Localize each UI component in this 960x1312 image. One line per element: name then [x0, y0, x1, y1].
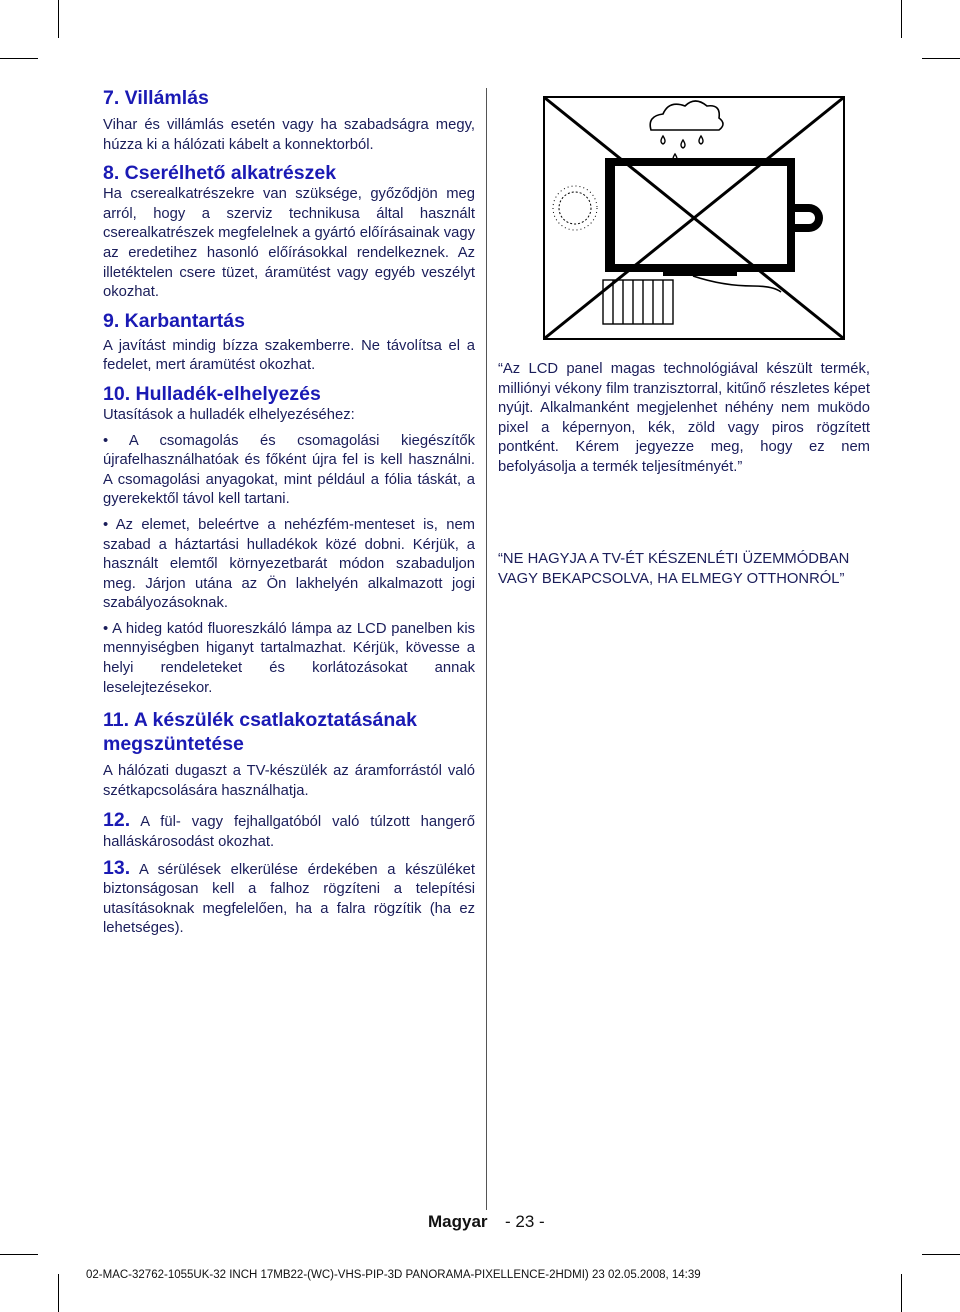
section-7-body: Vihar és villámlás esetén vagy ha szabadságra megy, húzza ki a hálózati kábelt a konnektorból. [103, 117, 475, 153]
section-10-heading: 10. Hulladék-elhelyezés [103, 382, 321, 405]
standby-warning-line-1: “NE HAGYJA A TV-ÉT KÉSZENLÉTI ÜZEMMÓDBAN [498, 551, 850, 567]
section-12-number: 12. [103, 809, 131, 832]
print-info-line [86, 1269, 722, 1281]
crop-mark [58, 1274, 59, 1312]
crop-mark [901, 1274, 902, 1312]
section-10-bullet-packaging: • A csomagolás és csomagolási kiegészítők újrafelhasználhatóak és főként újra fel is kell használni. A csomagolási anyagokat, mint például a fólia táskát, a gyerekektől távol kell tartani. [103, 432, 475, 508]
footer-language: Magyar [428, 1212, 488, 1231]
crop-mark [58, 0, 59, 38]
section-7-heading: 7. Villámlás [103, 87, 209, 109]
section-10-bullet-battery: • Az elemet, beleértve a nehézfém-menteset is, nem szabad a háztartási hulladékok közé dobni. Kérjük, a használt elemtől környezetbarát módon szabaduljon meg. Járjon utána az Ön lakhelyén alkalmazott jogi szabályozásoknak. [103, 516, 475, 612]
footer-page-number: - 23 - [505, 1212, 545, 1231]
section-12 [103, 811, 475, 852]
crop-mark [922, 58, 960, 59]
section-9-heading: 9. Karbantartás [103, 309, 245, 332]
crop-mark [0, 58, 38, 59]
right-column [498, 360, 870, 478]
column-divider [486, 88, 487, 1210]
section-13-number: 13. [103, 856, 131, 879]
tv-hazard-illustration [543, 96, 845, 340]
print-page: 23 [591, 1269, 605, 1281]
section-11-heading: 11. A készülék csatlakoztatásának megszüntetése [103, 709, 417, 756]
print-date: 02.05.2008, 14:39 [607, 1269, 701, 1281]
section-10-intro: Utasítások a hulladék elhelyezéséhez: [103, 406, 355, 423]
tv-icon [605, 158, 795, 276]
print-info: 02-MAC-32762-1055UK-32 INCH 17MB22-(WC)-VHS-PIP-3D PANORAMA-PIXELLENCE-2HDMI) [86, 1269, 589, 1281]
crop-mark [922, 1254, 960, 1255]
lcd-panel-note: “Az LCD panel magas technológiával készült termék, milliónyi vékony film tranzisztorral, kitűnő részletes képet nyújt. Alkalmanként megjelenhet néhény nem muködo pixel a képernyon, kék, zöld vagy piros rögzített pontként. Kérem jegyezze meg, hogy ez nem befolyásolja a termék teljesítményét.” [498, 361, 870, 475]
section-13-body: A sérülések elkerülése érdekében a készüléket biztonságosan kell a falhoz rögzíteni a telepítési utasításoknak megfelelően, ha a falra rögzítik (ha ez lehetséges). [103, 861, 476, 937]
radiator-icon [603, 280, 673, 324]
section-8-heading: 8. Cserélhető alkatrészek [103, 162, 337, 185]
crop-mark [0, 1254, 38, 1255]
section-12-body: A fül- vagy fejhallgatóból való túlzott hangerő halláskárosodást okozhat. [103, 814, 475, 851]
section-8-body: Ha cserealkatrészekre van szüksége, győződjön meg arról, hogy a szerviz technikusa által használt cserealkatrészek megfelelnek a gyártó előírásainak vagy az eredetihez hasonló előírásokkal rendelkeznek. Az illetéktelen csere tüzet, áramütést vagy egyéb veszélyt okozhat. [103, 186, 475, 301]
section-13 [103, 856, 476, 939]
crop-mark [901, 0, 902, 38]
section-10-bullet-lamp: • A hideg katód fluoreszkáló lámpa az LCD panelben kis mennyiségben higanyt tartalmazhat. Kérjük, kövesse a helyi rendeleteket és korlátozásokat annak leselejtezésekor. [103, 620, 475, 696]
section-11-body: A hálózati dugaszt a TV-készülék az áramforrástól való szétkapcsolására használhatja. [103, 763, 475, 799]
section-9-body: A javítást mindig bízza szakemberre. Ne távolítsa el a fedelet, mert áramütést okozhat. [103, 337, 475, 374]
standby-warning [498, 550, 870, 589]
standby-warning-line-2: VAGY BEKAPCSOLVA, HA ELMEGY OTTHONRÓL” [498, 570, 845, 587]
left-column [103, 86, 475, 939]
